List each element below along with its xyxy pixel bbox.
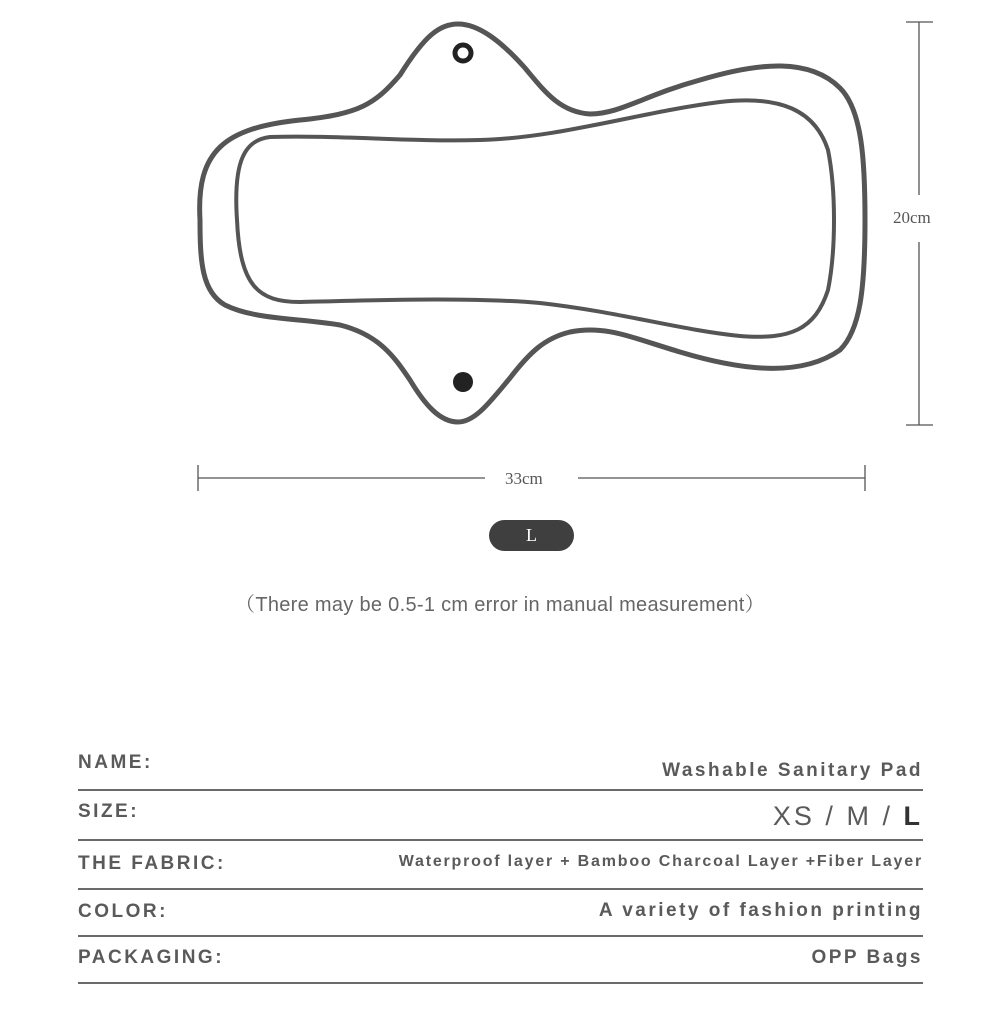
spec-value: Washable Sanitary Pad [662,760,923,781]
bottom-snap [453,372,473,392]
size-options [773,801,923,832]
pad-outer-outline [200,24,865,422]
spec-label: NAME: [78,752,153,773]
spec-row-color [78,890,923,937]
spec-row-size [78,791,923,841]
spec-row-name [78,742,923,791]
size-separator: / [825,801,836,831]
height-label: 20cm [893,208,931,227]
size-option-xs: XS [772,801,815,831]
spec-value: A variety of fashion printing [598,900,923,921]
spec-label: THE FABRIC: [78,853,226,874]
size-separator: / [882,801,893,831]
pad-inner-outline [236,100,834,336]
size-badge: L [489,520,574,551]
width-label: 33cm [505,469,543,488]
spec-label: SIZE: [78,801,140,822]
spec-label: PACKAGING: [78,947,225,968]
spec-value: OPP Bags [811,947,923,968]
spec-row-packaging [78,937,923,984]
spec-row-fabric [78,841,923,890]
measurement-note: （There may be 0.5-1 cm error in manual measurement） [235,594,765,616]
top-snap [455,45,471,61]
spec-value: Waterproof layer + Bamboo Charcoal Layer +Fiber Layer [398,853,923,870]
spec-table [78,742,923,984]
size-option-l: L [903,801,923,831]
spec-label: COLOR: [78,901,168,922]
size-option-m: M [846,801,872,831]
